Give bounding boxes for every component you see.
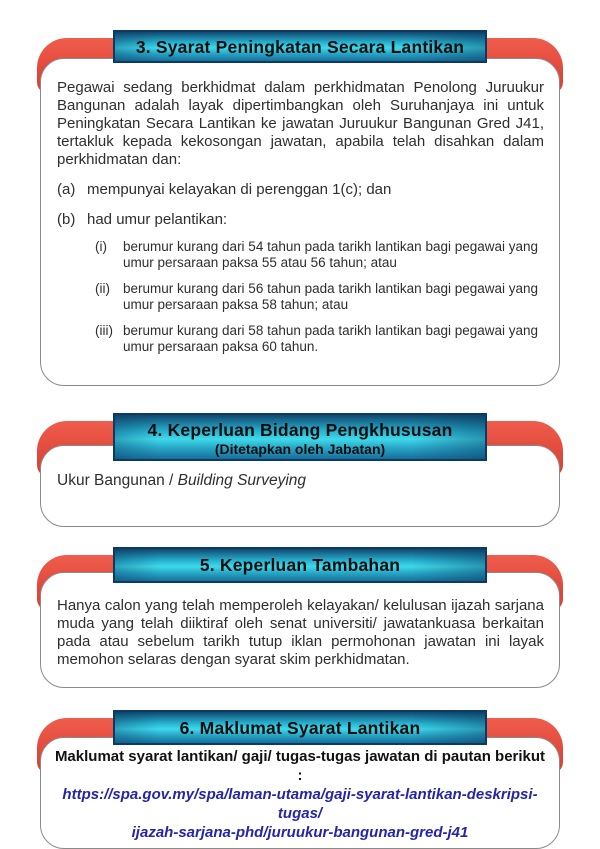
link-intro-text: Maklumat syarat lantikan/ gaji/ tugas-tugas jawatan di pautan berikut :: [54, 748, 546, 784]
section-keperluan-bidang: [40, 413, 560, 527]
content-box: [40, 58, 560, 386]
list-item-text: had umur pelantikan:: [87, 211, 228, 228]
requirement-paragraph: Hanya calon yang telah memperoleh kelayakan/ kelulusan ijazah sarjana muda yang telah diiktiraf oleh senat universiti/ jawatankuasa berkaitan pada atau sebelum tarikh tutup iklan permohonan jawatan ini layak memohon selaras dengan syarat skim perkhidmatan.: [57, 597, 544, 668]
sublist-item-text: berumur kurang dari 58 tahun pada tarikh lantikan bagi pegawai yang umur persaraan paksa 60 tahun.: [123, 323, 539, 354]
section-title: 6. Maklumat Syarat Lantikan: [179, 718, 421, 738]
specialisation-field: [57, 472, 543, 490]
sublist-item-ii: [95, 281, 544, 313]
section-subtitle: (Ditetapkan oleh Jabatan): [214, 441, 386, 457]
list-item-label: (b): [57, 211, 76, 228]
sublist-item-iii: [95, 323, 544, 355]
section-syarat-peningkatan: [40, 30, 560, 386]
sublist-item-i: [95, 239, 544, 271]
sublist-item-label: (i): [95, 239, 107, 254]
section-title: 5. Keperluan Tambahan: [199, 555, 401, 575]
specialisation-english: Building Surveying: [177, 472, 307, 489]
sublist-item-label: (iii): [95, 323, 113, 338]
section-maklumat-syarat: [40, 710, 560, 849]
sublist-item-label: (ii): [95, 281, 110, 296]
list-item-a: [57, 181, 544, 199]
section-banner: [113, 710, 487, 745]
list-item-b: [57, 211, 544, 229]
spa-link-line-2[interactable]: ijazah-sarjana-phd/juruukur-bangunan-gred-j41: [131, 824, 469, 841]
section-banner: [113, 547, 487, 583]
section-keperluan-tambahan: [40, 547, 560, 688]
sublist-item-text: berumur kurang dari 56 tahun pada tarikh lantikan bagi pegawai yang umur persaraan paksa 58 tahun; atau: [123, 281, 539, 312]
list-item-label: (a): [57, 181, 76, 198]
sublist-item-text: berumur kurang dari 54 tahun pada tarikh lantikan bagi pegawai yang umur persaraan paksa 55 atau 56 tahun; atau: [123, 239, 539, 270]
section-banner: [113, 413, 487, 461]
specialisation-malay: Ukur Bangunan /: [57, 472, 178, 489]
content-box: [40, 572, 560, 688]
intro-paragraph: Pegawai sedang berkhidmat dalam perkhidmatan Penolong Juruukur Bangunan adalah layak dipertimbangkan oleh Suruhanjaya ini untuk Peningkatan Secara Lantikan ke jawatan Juruukur Bangunan Gred J41, tertakluk kepada kekosongan jawatan, apabila telah disahkan dalam perkhidmatan dan:: [57, 79, 544, 168]
list-item-text: mempunyai kelayakan di perenggan 1(c); dan: [87, 181, 392, 198]
section-banner: [113, 30, 487, 63]
content-box: [40, 737, 560, 849]
spa-link-line-1[interactable]: https://spa.gov.my/spa/laman-utama/gaji-syarat-lantikan-deskripsi-tugas/: [62, 786, 538, 822]
section-title: 3. Syarat Peningkatan Secara Lantikan: [135, 37, 465, 57]
section-title: 4. Keperluan Bidang Pengkhususan: [147, 420, 453, 440]
